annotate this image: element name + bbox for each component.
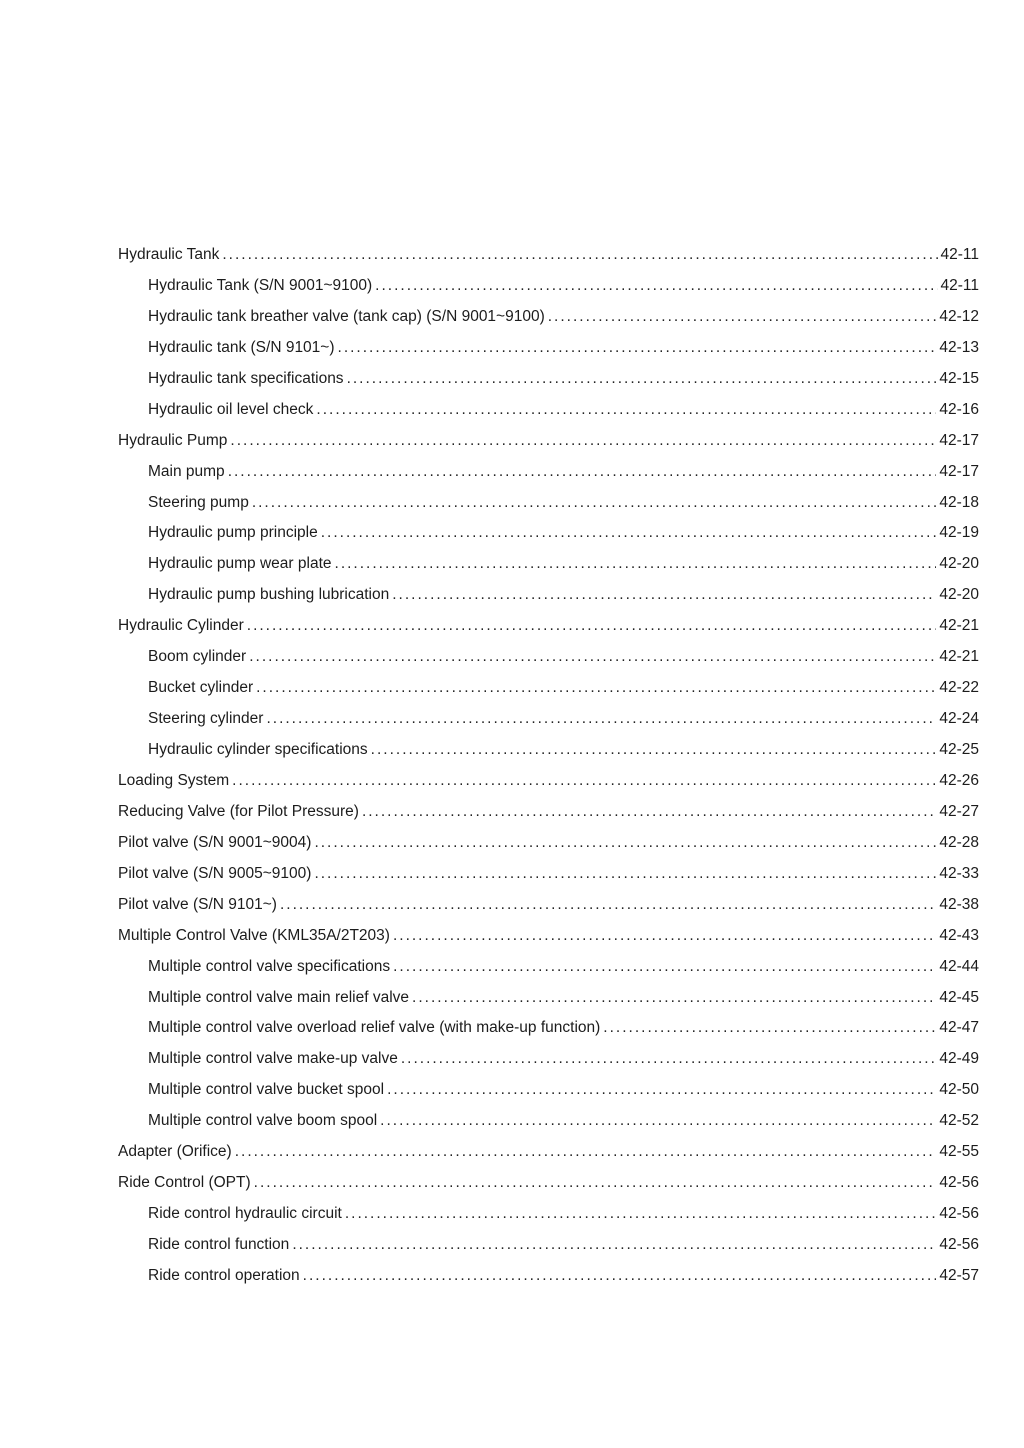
dot-leader [548, 302, 937, 333]
toc-page-number: 42-27 [939, 802, 979, 820]
dot-leader [280, 890, 936, 921]
toc-page-number: 42-18 [939, 493, 979, 511]
toc-entry-label: Hydraulic tank (S/N 9101~) [148, 338, 335, 356]
toc-row [118, 766, 979, 797]
toc-entry-label: Pilot valve (S/N 9005~9100) [118, 864, 312, 882]
toc-entry-label: Multiple control valve specifications [148, 957, 391, 975]
dot-leader [393, 921, 936, 952]
toc-page-number: 42-12 [939, 307, 979, 325]
toc-entry-label: Steering cylinder [148, 710, 264, 728]
toc-page-number: 42-45 [939, 988, 979, 1006]
dot-leader [338, 333, 937, 364]
dot-leader [321, 518, 937, 549]
dot-leader [316, 395, 936, 426]
dot-leader [393, 952, 936, 983]
dot-leader [247, 611, 937, 642]
toc-row [118, 797, 979, 828]
toc-page-number: 42-44 [939, 957, 979, 975]
toc-page-number: 42-47 [939, 1019, 979, 1037]
toc-page-number: 42-56 [939, 1236, 979, 1253]
toc-row [118, 828, 979, 859]
toc-entry-label: Hydraulic pump bushing lubrication [148, 586, 390, 604]
toc-row [118, 859, 979, 890]
toc-entry-label: Ride Control (OPT) [118, 1174, 251, 1192]
toc-row [118, 302, 979, 333]
toc-entry-label: Multiple control valve main relief valve [148, 988, 410, 1006]
toc-entry-label: Hydraulic Tank [118, 246, 220, 263]
toc-entry-label: Ride control hydraulic circuit [148, 1205, 342, 1223]
toc-row [118, 457, 979, 488]
toc-entry-label: Reducing Valve (for Pilot Pressure) [118, 802, 359, 820]
toc-row [118, 890, 979, 921]
toc-row [118, 642, 979, 673]
toc-page-number: 42-26 [939, 771, 979, 789]
dot-leader [303, 1261, 937, 1292]
toc-row [118, 1199, 979, 1230]
toc-row [118, 611, 979, 642]
toc-row [118, 1106, 979, 1137]
dot-leader [412, 983, 936, 1014]
toc-row [118, 704, 979, 735]
toc-entry-label: Multiple control valve bucket spool [148, 1081, 385, 1099]
toc-row [118, 1168, 979, 1199]
dot-leader [380, 1106, 936, 1137]
toc-page-number: 42-19 [939, 524, 979, 542]
dot-leader [375, 271, 937, 302]
toc-entry-label: Ride control function [148, 1236, 290, 1253]
toc-row [118, 1137, 979, 1168]
toc-page-number: 42-25 [939, 741, 979, 758]
toc-page-number: 42-43 [939, 926, 979, 944]
toc-entry-label: Multiple control valve make-up valve [148, 1050, 398, 1068]
toc-entry-label: Multiple Control Valve (KML35A/2T203) [118, 926, 390, 944]
toc-entry-label: Adapter (Orifice) [118, 1143, 232, 1161]
toc-row [118, 271, 979, 302]
toc-entry-label: Hydraulic cylinder specifications [148, 741, 368, 758]
toc-page-number: 42-57 [939, 1266, 979, 1284]
toc-entry-label: Hydraulic tank specifications [148, 369, 344, 387]
toc-row [118, 1013, 979, 1044]
toc-row [118, 1230, 979, 1261]
toc-entry-label: Hydraulic Pump [118, 431, 228, 449]
toc-page-number: 42-38 [939, 895, 979, 913]
dot-leader [254, 1168, 937, 1199]
toc-page-number: 42-21 [939, 648, 979, 666]
toc-page-number: 42-22 [939, 679, 979, 697]
toc-page-number: 42-11 [940, 246, 979, 263]
toc-entry-label: Ride control operation [148, 1266, 300, 1284]
toc-row [118, 488, 979, 519]
toc-entry-label: Hydraulic pump principle [148, 524, 318, 542]
toc-entry-label: Multiple control valve overload relief valve (with make-up function) [148, 1019, 601, 1037]
toc-page-number: 42-16 [939, 400, 979, 418]
toc-page-number: 42-28 [939, 833, 979, 851]
toc-entry-label: Hydraulic oil level check [148, 400, 314, 418]
dot-leader [314, 828, 936, 859]
dot-leader [232, 766, 936, 797]
toc-page-number: 42-33 [939, 864, 979, 882]
dot-leader [362, 797, 936, 828]
toc-entry-label: Hydraulic Tank (S/N 9001~9100) [148, 276, 373, 294]
dot-leader [345, 1199, 937, 1230]
dot-leader [371, 735, 937, 766]
toc-row [118, 983, 979, 1014]
toc-page-number: 42-24 [939, 710, 979, 728]
toc-entry-label: Main pump [148, 462, 225, 480]
dot-leader [222, 240, 937, 271]
dot-leader [252, 488, 937, 519]
dot-leader [335, 549, 937, 580]
toc-entry-label: Multiple control valve boom spool [148, 1112, 378, 1130]
toc-row [118, 240, 979, 271]
toc-row [118, 580, 979, 611]
toc-page-number: 42-55 [939, 1143, 979, 1161]
toc-row [118, 921, 979, 952]
dot-leader [228, 457, 937, 488]
toc-page-number: 42-13 [939, 338, 979, 356]
toc-page-number: 42-50 [939, 1081, 979, 1099]
table-of-contents [118, 240, 979, 1292]
dot-leader [256, 673, 936, 704]
toc-entry-label: Hydraulic pump wear plate [148, 555, 332, 573]
dot-leader [314, 859, 936, 890]
toc-page-number: 42-17 [939, 462, 979, 480]
toc-entry-label: Boom cylinder [148, 648, 247, 666]
dot-leader [230, 426, 936, 457]
dot-leader [235, 1137, 937, 1168]
toc-page-number: 42-56 [939, 1205, 979, 1223]
toc-page-number: 42-20 [939, 586, 979, 604]
dot-leader [603, 1013, 936, 1044]
toc-entry-label: Pilot valve (S/N 9001~9004) [118, 833, 312, 851]
toc-row [118, 364, 979, 395]
toc-entry-label: Bucket cylinder [148, 679, 254, 697]
toc-page-number: 42-20 [939, 555, 979, 573]
toc-page-number: 42-52 [939, 1112, 979, 1130]
toc-row [118, 1075, 979, 1106]
toc-row [118, 426, 979, 457]
toc-page-number: 42-17 [939, 431, 979, 449]
toc-row [118, 673, 979, 704]
toc-page-number: 42-15 [939, 369, 979, 387]
toc-page-number: 42-56 [939, 1174, 979, 1192]
toc-row [118, 1044, 979, 1075]
toc-entry-label: Steering pump [148, 493, 249, 511]
toc-entry-label: Hydraulic tank breather valve (tank cap) (S/N 9001~9100) [148, 307, 545, 325]
toc-row [118, 549, 979, 580]
toc-row [118, 518, 979, 549]
toc-row [118, 333, 979, 364]
toc-row [118, 395, 979, 426]
dot-leader [266, 704, 936, 735]
toc-page-number: 42-49 [939, 1050, 979, 1068]
toc-page-number: 42-21 [939, 617, 979, 635]
toc-row [118, 1261, 979, 1292]
dot-leader [401, 1044, 937, 1075]
toc-entry-label: Loading System [118, 771, 230, 789]
toc-row [118, 952, 979, 983]
dot-leader [249, 642, 936, 673]
dot-leader [292, 1230, 936, 1261]
dot-leader [392, 580, 936, 611]
toc-row [118, 735, 979, 766]
toc-page-number: 42-11 [940, 276, 979, 294]
toc-entry-label: Hydraulic Cylinder [118, 617, 244, 635]
dot-leader [387, 1075, 936, 1106]
dot-leader [347, 364, 937, 395]
toc-entry-label: Pilot valve (S/N 9101~) [118, 895, 277, 913]
